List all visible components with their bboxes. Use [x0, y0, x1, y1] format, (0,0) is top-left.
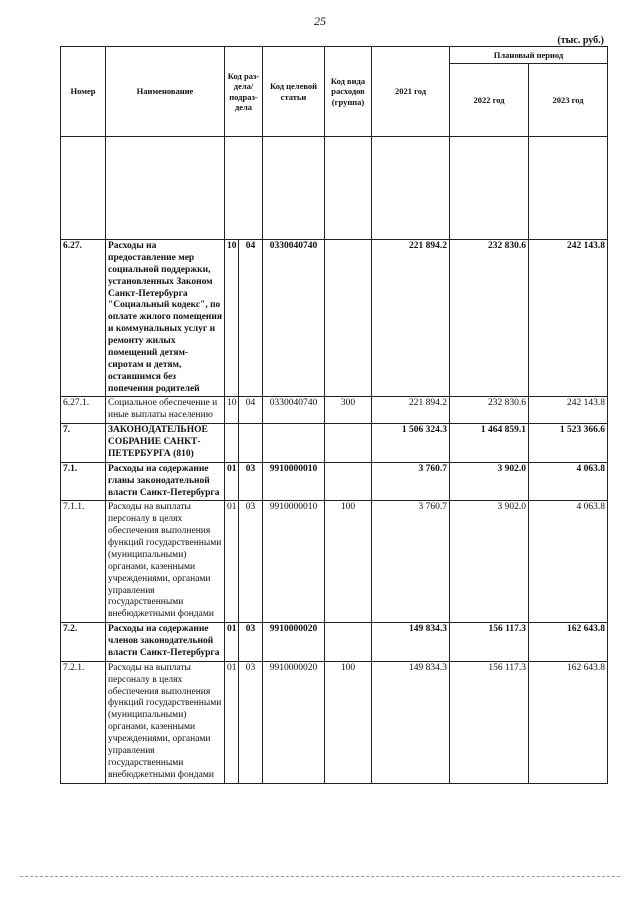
table-row — [61, 424, 608, 463]
cell-2021: 3 760.7 — [372, 501, 450, 623]
cell-podrazdel: 03 — [239, 661, 263, 783]
cell-razdel: 10 — [225, 240, 239, 397]
budget-table — [60, 46, 608, 784]
cell-target-code: 0330040740 — [263, 397, 325, 424]
units-label: (тыс. руб.) — [557, 35, 604, 46]
cell-podrazdel: 04 — [239, 240, 263, 397]
header-planned-period: Плановый период — [450, 47, 608, 64]
cell-2023: 1 523 366.6 — [529, 424, 608, 463]
cell-2023: 4 063.8 — [529, 501, 608, 623]
cell-2022: 3 902.0 — [450, 501, 529, 623]
cell-target-code: 9910000020 — [263, 661, 325, 783]
header-expense-type: Код вида расходов (группа) — [325, 47, 372, 137]
cell-podrazdel — [239, 424, 263, 463]
cell-razdel: 01 — [225, 501, 239, 623]
cell-expense-type — [325, 240, 372, 397]
cell-2022: 156 117.3 — [450, 661, 529, 783]
cell-2022: 232 830.6 — [450, 240, 529, 397]
cell-podrazdel: 03 — [239, 623, 263, 662]
table-row — [61, 240, 608, 397]
header-2021: 2021 год — [372, 47, 450, 137]
cell-razdel — [225, 424, 239, 463]
cell-razdel: 01 — [225, 623, 239, 662]
cell-name: Расходы на выплаты персоналу в целях обеспечения выполнения функций государственными (муниципальными) органами, казенными учреждениями, органами управления государственными внебюджетными фондами — [106, 501, 225, 623]
cell-razdel: 01 — [225, 462, 239, 501]
cell-2022: 1 464 859.1 — [450, 424, 529, 463]
cell-podrazdel: 03 — [239, 501, 263, 623]
cell-expense-type — [325, 462, 372, 501]
cell-target-code: 9910000010 — [263, 462, 325, 501]
cell-podrazdel: 03 — [239, 462, 263, 501]
cell-number: 6.27. — [61, 240, 106, 397]
cell-expense-type — [325, 623, 372, 662]
header-2023: 2023 год — [529, 64, 608, 137]
cell-2021: 221 894.2 — [372, 240, 450, 397]
cell-expense-type: 100 — [325, 501, 372, 623]
cell-number: 7.2.1. — [61, 661, 106, 783]
cell-name: Расходы на содержание главы законодательной власти Санкт-Петербурга — [106, 462, 225, 501]
cell-target-code — [263, 424, 325, 463]
cell-name: Расходы на выплаты персоналу в целях обеспечения выполнения функций государственными (муниципальными) органами, казенными учреждениями, органами управления государственными внебюджетными фондами — [106, 661, 225, 783]
cell-target-code: 9910000010 — [263, 501, 325, 623]
header-section: Код раз-дела/ подраз-дела — [225, 47, 263, 137]
cell-number: 7.2. — [61, 623, 106, 662]
cell-expense-type: 100 — [325, 661, 372, 783]
cell-name: Расходы на предоставление мер социальной поддержки, установленных Законом Санкт-Петербурга "Социальный кодекс", по оплате жилого помещения и коммунальных услуг и ремонту жилых помещений детям-сиротам и детям, оставшимся без попечения родителей — [106, 240, 225, 397]
cell-expense-type: 300 — [325, 397, 372, 424]
header-2022: 2022 год — [450, 64, 529, 137]
header-number: Номер — [61, 47, 106, 137]
cell-number: 7. — [61, 424, 106, 463]
cell-2021: 149 834.3 — [372, 623, 450, 662]
table-row — [61, 397, 608, 424]
cell-target-code: 9910000020 — [263, 623, 325, 662]
cell-2021: 149 834.3 — [372, 661, 450, 783]
table-row — [61, 623, 608, 662]
cell-2023: 242 143.8 — [529, 397, 608, 424]
cell-number: 6.27.1. — [61, 397, 106, 424]
cell-name: ЗАКОНОДАТЕЛЬНОЕ СОБРАНИЕ САНКТ-ПЕТЕРБУРГА (810) — [106, 424, 225, 463]
table-row — [61, 661, 608, 783]
cell-expense-type — [325, 424, 372, 463]
page-number: 25 — [314, 14, 326, 28]
cell-2021: 3 760.7 — [372, 462, 450, 501]
footer-divider — [20, 876, 620, 877]
cell-2021: 221 894.2 — [372, 397, 450, 424]
table-row — [61, 462, 608, 501]
cell-2023: 4 063.8 — [529, 462, 608, 501]
cell-name: Расходы на содержание членов законодательной власти Санкт-Петербурга — [106, 623, 225, 662]
cell-razdel: 01 — [225, 661, 239, 783]
cell-name: Социальное обеспечение и иные выплаты населению — [106, 397, 225, 424]
header-spacer-row — [61, 137, 608, 240]
cell-podrazdel: 04 — [239, 397, 263, 424]
cell-2023: 162 643.8 — [529, 623, 608, 662]
cell-2021: 1 506 324.3 — [372, 424, 450, 463]
cell-2022: 156 117.3 — [450, 623, 529, 662]
cell-2023: 162 643.8 — [529, 661, 608, 783]
cell-target-code: 0330040740 — [263, 240, 325, 397]
cell-2022: 232 830.6 — [450, 397, 529, 424]
header-name: Наименование — [106, 47, 225, 137]
cell-number: 7.1.1. — [61, 501, 106, 623]
cell-number: 7.1. — [61, 462, 106, 501]
cell-2022: 3 902.0 — [450, 462, 529, 501]
header-target: Код целевой статьи — [263, 47, 325, 137]
table-row — [61, 501, 608, 623]
cell-2023: 242 143.8 — [529, 240, 608, 397]
cell-razdel: 10 — [225, 397, 239, 424]
